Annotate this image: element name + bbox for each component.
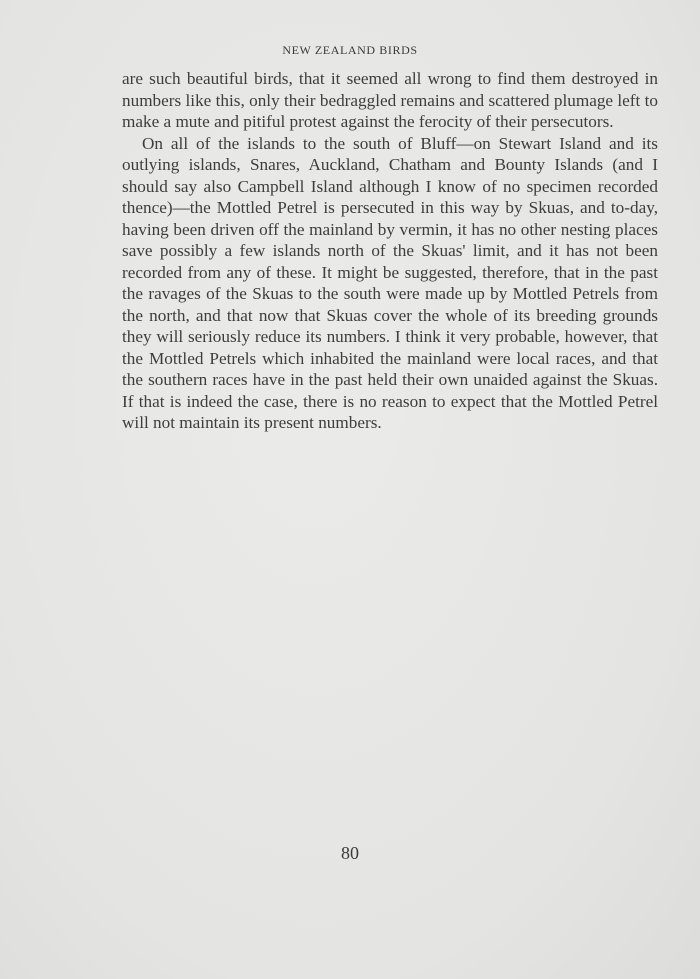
page-number: 80 [341,843,359,863]
paragraph-skuas: On all of the islands to the south of Bluff—on Stewart Island and its outlying islands, Snares, Auckland, Chatham and Bounty Islands (and I should say also Campbell Island although I know of no specimen recorded thence)—the Mottled Petrel is persecuted in this way by Skuas, and to-day, having been driven off the mainland by vermin, it has no other nesting places save possibly a few islands north of the Skuas' limit, and it has not been recorded from any of these. It might be suggested, therefore, that in the past the ravages of the Skuas to the south were made up by Mottled Petrels from the north, and that now that Skuas cover the whole of its breeding grounds they will seriously reduce its numbers. I think it very probable, however, that the Mottled Petrels which inhabited the mainland were local races, and that the southern races have in the past held their own unaided against the Skuas. If that is indeed the case, there is no reason to expect that the Mottled Petrel will not maintain its present numbers. [122,133,658,432]
running-head: NEW ZEALAND BIRDS [282,43,418,57]
paragraph-continued: are such beautiful birds, that it seemed all wrong to find them destroyed in numbers like this, only their bedraggled remains and scattered plumage left to make a mute and pitiful protest against the ferocity of their persecutors. [122,69,658,131]
body-text [122,68,658,434]
